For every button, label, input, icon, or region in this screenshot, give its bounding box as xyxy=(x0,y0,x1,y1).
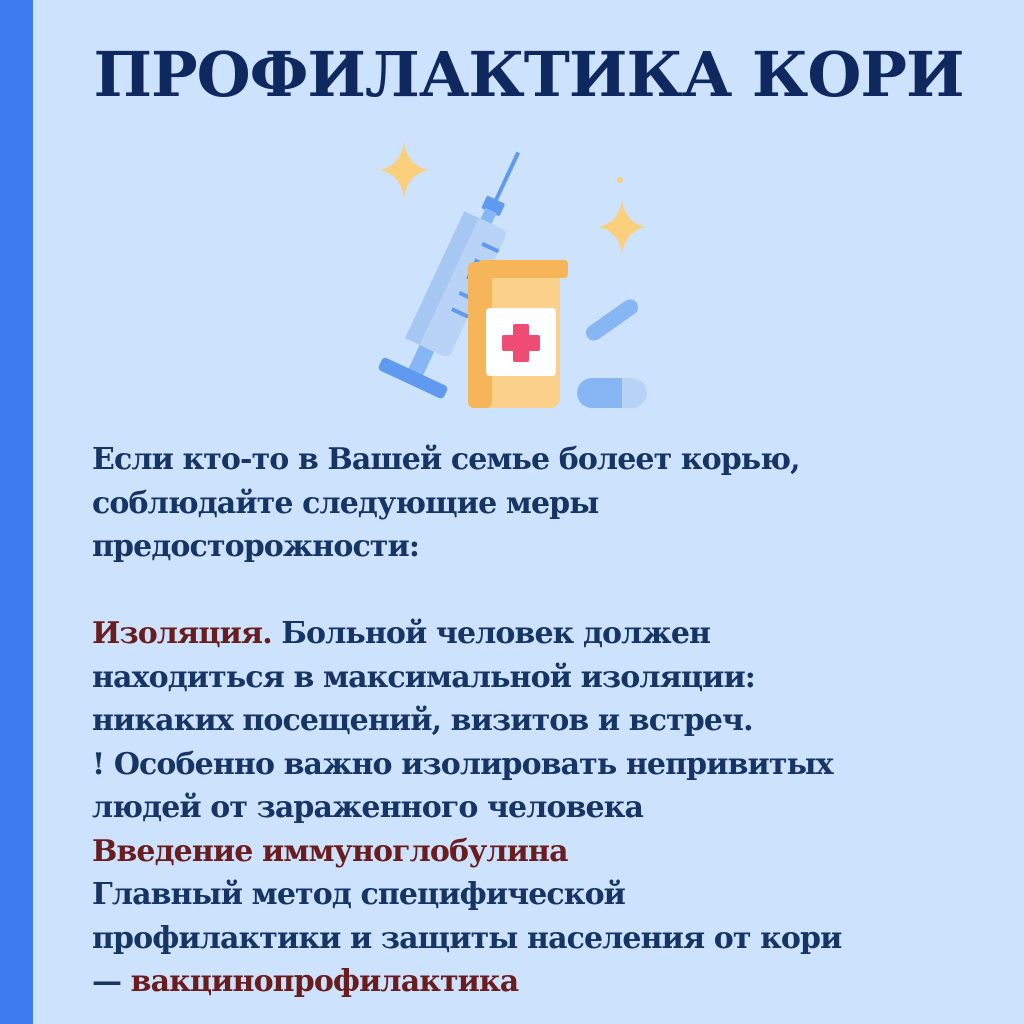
method-line xyxy=(92,960,992,1004)
vaccine-illustration xyxy=(370,132,660,422)
isolation-line: никаких посещений, визитов и встреч. xyxy=(92,703,753,738)
pill-capsule-icon xyxy=(577,378,647,408)
intro-line: соблюдайте следующие меры xyxy=(92,485,599,521)
intro-line: Если кто-то в Вашей семье болеет корью, xyxy=(92,442,800,477)
page-title: ПРОФИЛАКТИКА КОРИ xyxy=(93,38,964,111)
method-line: профилактики и защиты населения от кори xyxy=(92,920,842,956)
paragraph-spacer xyxy=(92,569,992,613)
sparkle-dot-icon xyxy=(617,177,623,183)
medicine-jar-icon xyxy=(468,260,568,408)
vaccination-highlight: вакцинопрофилактика xyxy=(130,964,519,999)
isolation-line xyxy=(92,612,992,656)
isolation-line: людей от зараженного человека xyxy=(92,790,644,825)
sparkle-icon xyxy=(599,200,645,254)
content-text xyxy=(92,438,992,1004)
isolation-line: находиться в максимальной изоляции: xyxy=(92,659,755,695)
isolation-text: Больной человек должен xyxy=(281,616,711,651)
method-dash: — xyxy=(92,964,122,999)
pill-capsule-icon xyxy=(583,296,641,344)
warning-mark: ! xyxy=(92,746,105,782)
intro-line: предосторожности: xyxy=(92,529,420,564)
sparkle-icon xyxy=(380,142,428,198)
side-accent-bar xyxy=(0,0,33,1024)
isolation-heading: Изоляция. xyxy=(92,616,272,651)
immunoglobulin-heading: Введение иммуноглобулина xyxy=(92,833,568,869)
method-line: Главный метод специфической xyxy=(92,877,626,912)
isolation-warning-text: Особенно важно изолировать непривитых xyxy=(113,746,833,782)
isolation-warning-line xyxy=(92,743,992,787)
